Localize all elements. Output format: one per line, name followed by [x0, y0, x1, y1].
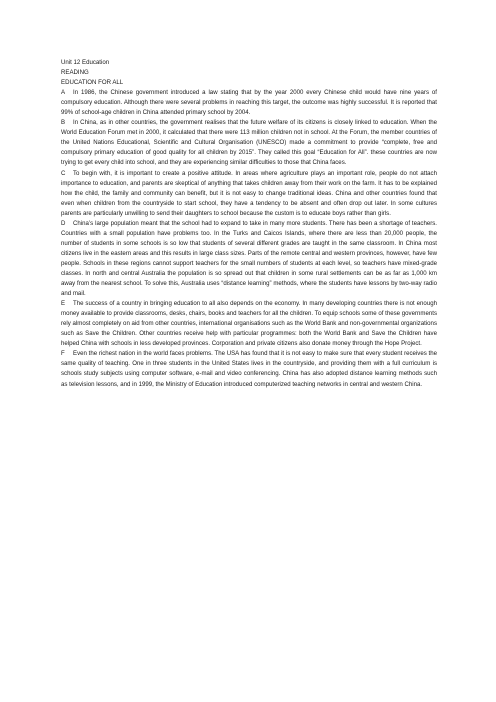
- section-label: READING: [61, 69, 89, 77]
- paragraph-label: F: [61, 350, 65, 358]
- paragraph-label: B: [61, 119, 66, 127]
- document-page: [61, 58, 437, 390]
- paragraph-a: [61, 88, 437, 118]
- paragraph-text: China’s large population meant that the school had to expand to take in many more students. There has been a shortage of teachers. Countries with a small population have problems too. In the Turks and Caicos Islands, where there are less than 20,000 people, the number of students in some schools is so low that students of several different grades are taught in the same classroom. In China most citizens live in the eastern areas and this results in large class sizes. Parts of the remote central and western provinces, however, have few people. Schools in these regions cannot support teachers for the small numbers of students at each level, so teachers have mixed-grade classes. In north and central Australia the population is so spread out that children in some rural settlements can be as far as 1,000 km away from the nearest school. To solve this, Australia uses “distance learning” methods, where the students have lessons by two-way radio and mail.: [61, 219, 437, 298]
- paragraph-c: [61, 169, 437, 219]
- paragraph-text: To begin with, it is important to create a positive attitude. In areas where agriculture plays an important role, people do not attach importance to education, and parents are skeptical of anything that takes children away from their work on the farm. It has to be explained how the child, the family and community can benefit, but it is not easy to change traditional ideas. China and other countries found that even when children from the countryside to start school, they have a tendency to be absent and often drop out later. In some cultures parents are particularly unwilling to send their daughters to school because the custom is to educate boys rather than girls.: [61, 169, 437, 217]
- unit-title: Unit 12 Education: [61, 59, 110, 66]
- paragraph-label: C: [61, 169, 66, 177]
- paragraph-label: A: [61, 89, 66, 97]
- paragraph-label: E: [61, 300, 66, 308]
- paragraph-text: In China, as in other countries, the government realises that the future welfare of its citizens is closely linked to education. When the World Education Forum met in 2000, it calculated that there were 113 million children not in school. At the Forum, the member countries of the United Nations Educational, Scientific and Cultural Organisation (UNESCO) made a commitment to provide “complete, free and compulsory primary education of good quality for all children by 2015”. They called this goal “Education for All”. these countries are now trying to get every child into school, and they are experiencing similar difficulties to those that China faces.: [61, 119, 437, 167]
- paragraph-text: Even the richest nation in the world faces problems. The USA has found that it is not easy to make sure that every student receives the same quality of teaching. One in three students in the United States lives in the countryside, and providing them with a full curriculum is schools study subjects using computer software, e-mail and video conferencing. China has also adopted distance learning methods such as television lessons, and in 1999, the Ministry of Education introduced computerized teaching networks in central and western China.: [61, 350, 437, 388]
- paragraph-d: [61, 219, 437, 299]
- paragraph-b: [61, 118, 437, 168]
- paragraph-text: The success of a country in bringing education to all also depends on the economy. In many developing countries there is not enough money available to provide classrooms, desks, chairs, books and teachers for all the children. To equip schools some of these governments rely almost completely on aid from other countries, international organisations such as the World Bank and non-governmental organizations such as Save the Children. Other countries receive help with particular programmes: both the World Bank and Save the Children have helped China with schools in less developed provinces. Corporation and private citizens also donate money through the Hope Project.: [61, 300, 437, 348]
- paragraph-f: [61, 349, 437, 389]
- paragraph-label: D: [61, 219, 66, 227]
- paragraph-e: [61, 299, 437, 349]
- paragraph-text: In 1986, the Chinese government introduced a law stating that by the year 2000 every Chinese child would have nine years of compulsory education. Although there were several problems in reaching this target, the outcome was highly successful. It is reported that 99% of school-age children in China attended primary school by 2004.: [61, 89, 437, 117]
- article-title: EDUCATION FOR ALL: [61, 79, 124, 87]
